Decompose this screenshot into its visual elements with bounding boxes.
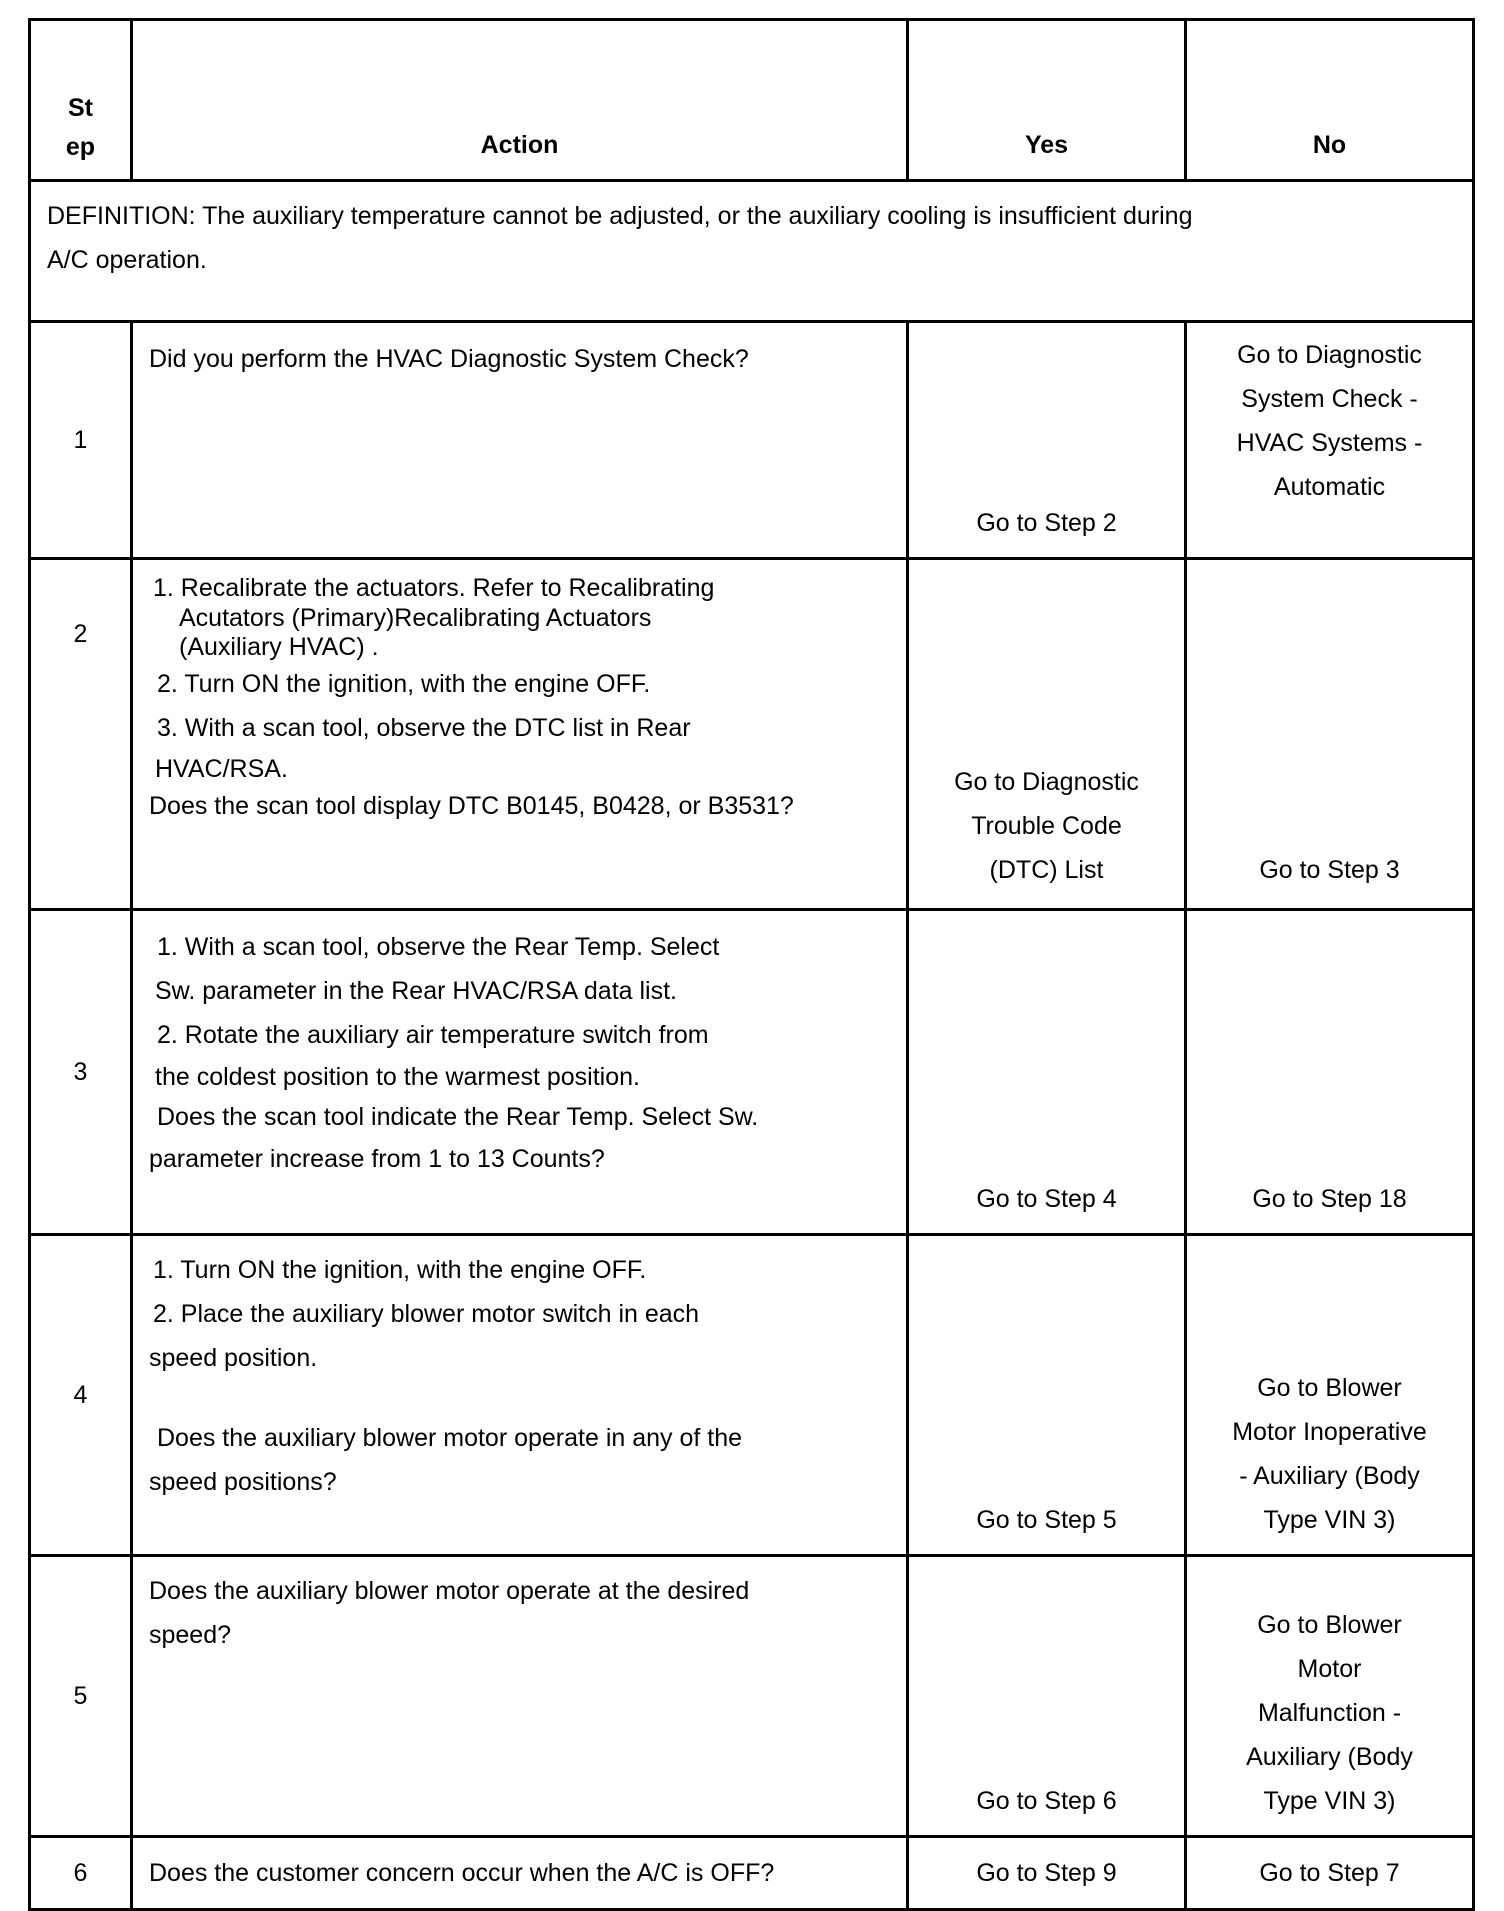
step-number: 6 (30, 1837, 132, 1910)
table-row (30, 1837, 1474, 1910)
no-cell: Go to Step 7 (1186, 1837, 1474, 1910)
yes-cell: Go to Step 9 (908, 1837, 1186, 1910)
action-cell: 1. With a scan tool, observe the Rear Temp. Select Sw. parameter in the Rear HVAC/RSA data list. 2. Rotate the auxiliary air temperature switch from the coldest position to the warmest position. Does the scan tool indicate the Rear Temp. Select Sw. parameter increase from 1 to 13 Counts? (132, 910, 908, 1235)
yes-cell: Go to Step 4 (908, 910, 1186, 1235)
step-number: 5 (30, 1556, 132, 1837)
yes-cell: Go to Step 2 (908, 322, 1186, 559)
step-number: 2 (30, 559, 132, 910)
step-number: 1 (30, 322, 132, 559)
table-row (30, 559, 1474, 910)
no-cell: Go to Blower Motor Malfunction - Auxiliary (Body Type VIN 3) (1186, 1556, 1474, 1837)
table-row (30, 1556, 1474, 1837)
table-row (30, 1235, 1474, 1556)
yes-cell: Go to Step 5 (908, 1235, 1186, 1556)
no-cell: Go to Step 3 (1186, 559, 1474, 910)
action-cell: 1. Turn ON the ignition, with the engine OFF. 2. Place the auxiliary blower motor switch in each speed position. Does the auxiliary blower motor operate in any of the speed positions? (132, 1235, 908, 1556)
yes-cell: Go to Step 6 (908, 1556, 1186, 1837)
diagnostic-table (28, 18, 1475, 1911)
action-cell: Does the customer concern occur when the A/C is OFF? (132, 1837, 908, 1910)
step-number: 4 (30, 1235, 132, 1556)
action-cell: 1. Recalibrate the actuators. Refer to Recalibrating Acutators (Primary)Recalibrating Actuators (Auxiliary HVAC) . 2. Turn ON the ignition, with the engine OFF. 3. With a scan tool, observe the DTC list in Rear HVAC/RSA. Does the scan tool display DTC B0145, B0428, or B3531? (132, 559, 908, 910)
table-row (30, 322, 1474, 559)
definition-text: DEFINITION: The auxiliary temperature cannot be adjusted, or the auxiliary cooling is insufficient during A/C operation. (30, 181, 1474, 322)
action-cell: Did you perform the HVAC Diagnostic System Check? (132, 322, 908, 559)
header-action: Action (132, 20, 908, 181)
step-number: 3 (30, 910, 132, 1235)
no-cell: Go to Step 18 (1186, 910, 1474, 1235)
yes-cell: Go to Diagnostic Trouble Code (DTC) List (908, 559, 1186, 910)
header-no: No (1186, 20, 1474, 181)
header-yes: Yes (908, 20, 1186, 181)
action-cell: Does the auxiliary blower motor operate at the desired speed? (132, 1556, 908, 1837)
header-step: St ep (30, 20, 132, 181)
definition-row (30, 181, 1474, 322)
no-cell: Go to Blower Motor Inoperative - Auxiliary (Body Type VIN 3) (1186, 1235, 1474, 1556)
no-cell: Go to Diagnostic System Check - HVAC Systems - Automatic (1186, 322, 1474, 559)
header-row (30, 20, 1474, 181)
table-row (30, 910, 1474, 1235)
